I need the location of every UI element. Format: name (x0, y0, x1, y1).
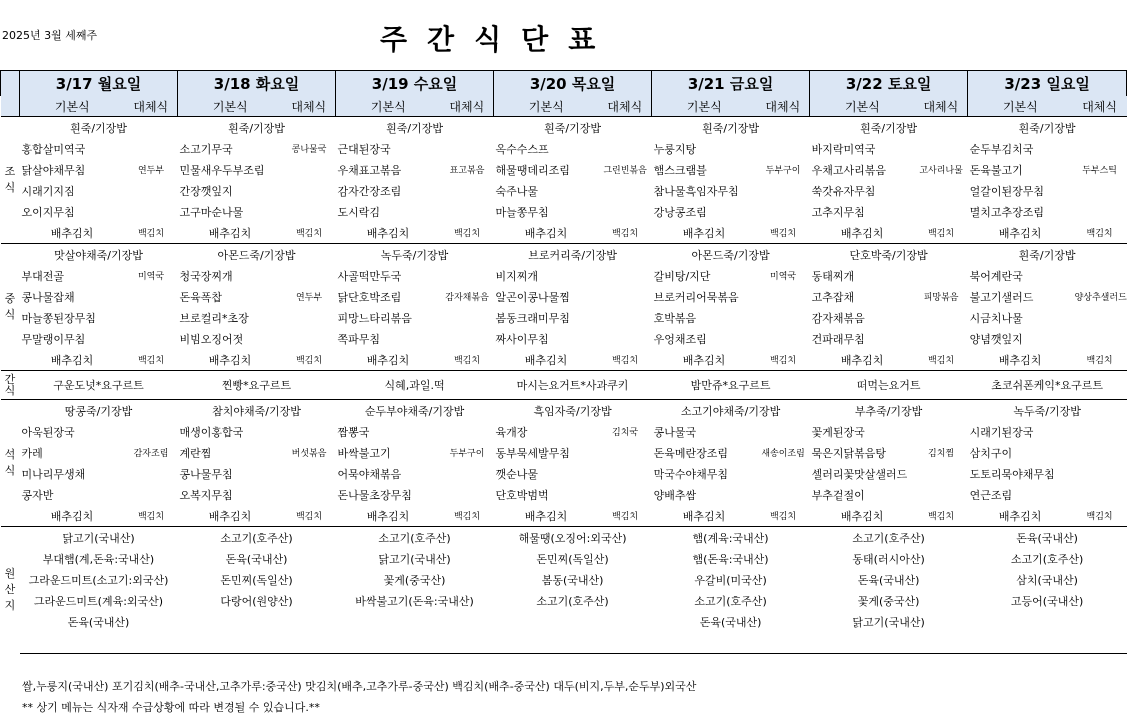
menu-item: 계란찜 (179, 446, 212, 460)
alt-menu-item: 백김치 (612, 229, 639, 239)
menu-item: 브로커리어묵볶음 (653, 290, 739, 304)
menu-item: 피망느타리볶음 (337, 311, 412, 325)
alt-menu-item: 백김치 (295, 356, 323, 366)
origin-item: 동태(러시아산) (852, 552, 925, 566)
alt-label: 대체식 (441, 96, 494, 117)
origin-item: 소고기(호주산) (694, 594, 767, 608)
alt-menu-item: 백김치 (612, 356, 639, 366)
menu-item: 양배추쌈 (653, 488, 697, 502)
menu-item: 돈육폭찹 (179, 290, 223, 304)
basic-label: 기본식 (968, 96, 1073, 117)
menu-item: 아욱된장국 (21, 425, 75, 439)
alt-menu-item: 백김치 (928, 356, 955, 366)
menu-item: 우엉채조림 (653, 332, 707, 346)
alt-menu-item: 백김치 (453, 356, 481, 366)
menu-item: 녹두죽/기장밥 (336, 244, 494, 266)
alt-menu-item: 백김치 (137, 229, 165, 239)
menu-item: 꽃게된장국 (811, 425, 865, 439)
snack-item: 떠먹는요거트 (810, 371, 968, 400)
alt-menu-item: 백김치 (1086, 229, 1113, 239)
origin-item: 다랑어(원양산) (220, 594, 293, 608)
basic-label: 기본식 (178, 96, 283, 117)
menu-item: 호박볶음 (653, 311, 697, 325)
menu-item: 배추김치 (998, 353, 1042, 367)
menu-item: 부대전골 (21, 269, 65, 283)
menu-item: 무말랭이무침 (21, 332, 86, 346)
breakfast-label: 조 식 (1, 117, 20, 244)
menu-item: 배추김치 (366, 226, 410, 240)
alt-menu-item: 연두부 (137, 166, 165, 176)
origin-item: 해물땡(오징어:외국산) (494, 527, 652, 549)
origin-item: 햄(돈육:국내산) (692, 552, 769, 566)
origin-item: 소고기(호주산) (336, 527, 494, 549)
menu-item: 얼갈이된장무침 (969, 184, 1044, 198)
menu-row (1, 180, 1127, 201)
menu-item: 도토리묵야채무침 (969, 467, 1055, 481)
alt-menu-item: 백김치 (453, 512, 481, 522)
menu-item: 배추김치 (50, 353, 94, 367)
origin-item: 그라운드미트(계육:외국산) (33, 594, 164, 608)
menu-item: 쑥갓유자무침 (811, 184, 876, 198)
alt-menu-item: 백김치 (928, 512, 955, 522)
week-label: 2025년 3월 세째주 (2, 29, 98, 42)
menu-item: 부추겉절이 (811, 488, 865, 502)
menu-item: 비지찌개 (495, 269, 539, 283)
menu-item: 시금치나물 (969, 311, 1023, 325)
alt-menu-item: 백김치 (770, 229, 797, 239)
menu-item: 배추김치 (840, 509, 884, 523)
origin-item (178, 632, 336, 654)
menu-item: 닭단호박조림 (337, 290, 402, 304)
menu-item: 비빔오징어젓 (179, 332, 244, 346)
menu-item: 민물새우두부조림 (179, 163, 265, 177)
menu-item: 바싹불고기 (337, 446, 391, 460)
alt-menu-item: 감자조림 (133, 449, 169, 459)
origin-row (1, 632, 1127, 654)
menu-item: 배추김치 (524, 226, 568, 240)
basic-label: 기본식 (20, 96, 125, 117)
menu-row (1, 484, 1127, 505)
alt-menu-item: 백김치 (137, 512, 165, 522)
menu-item: 근대된장국 (337, 142, 391, 156)
origin-note: 쌀,누룽지(국내산) 포기김치(배추-국내산,고추가루:중국산) 맛김치(배추,고추가루-중국산) 백김치(배추-중국산) 대두(비지,두부,순두부)외국산 (22, 680, 697, 693)
alt-menu-item: 백김치 (137, 356, 165, 366)
origin-item: 돈육(국내산) (225, 552, 288, 566)
menu-row (1, 463, 1127, 484)
alt-label: 대체식 (599, 96, 652, 117)
menu-item: 연근조림 (969, 488, 1013, 502)
menu-item: 흰죽/기장밥 (336, 117, 494, 139)
menu-row (1, 117, 1127, 139)
snack-item: 찐빵*요구르트 (178, 371, 336, 400)
menu-item: 배추김치 (840, 353, 884, 367)
snack-item: 구운도넛*요구르트 (20, 371, 178, 400)
menu-item: 고추지무침 (811, 205, 865, 219)
alt-menu-item: 두부구이 (765, 166, 801, 176)
origin-item: 바싹불고기(돈육:국내산) (355, 594, 474, 608)
weekly-menu-table (0, 70, 1127, 654)
origin-item (336, 632, 494, 654)
menu-item: 시래기지짐 (21, 184, 75, 198)
menu-item: 고추잡채 (811, 290, 855, 304)
menu-row (1, 349, 1127, 371)
alt-menu-item: 김치찜 (928, 449, 955, 459)
alt-menu-item: 피망볶음 (923, 293, 959, 303)
menu-row (1, 222, 1127, 244)
menu-item: 콩나물국 (653, 425, 697, 439)
alt-menu-item: 백김치 (928, 229, 955, 239)
menu-item: 부추죽/기장밥 (810, 400, 968, 422)
day-header: 3/17 월요일 (20, 71, 178, 97)
alt-menu-item: 백김치 (295, 229, 323, 239)
alt-menu-item: 백김치 (1086, 512, 1113, 522)
menu-row (1, 307, 1127, 328)
menu-item: 우채표고볶음 (337, 163, 402, 177)
menu-item: 배추김치 (366, 509, 410, 523)
origin-item (968, 611, 1127, 632)
origin-item (178, 611, 336, 632)
origin-item: 닭고기(국내산) (20, 527, 178, 549)
menu-item: 브로커리죽/기장밥 (494, 244, 652, 266)
origin-item: 돈육(국내산) (699, 615, 762, 629)
menu-item: 흰죽/기장밥 (652, 117, 810, 139)
menu-item: 단호박죽/기장밥 (810, 244, 968, 266)
menu-item: 맛살야채죽/기장밥 (20, 244, 178, 266)
alt-menu-item: 백김치 (612, 512, 639, 522)
menu-item: 양념깻잎지 (969, 332, 1023, 346)
menu-item: 동태찌개 (811, 269, 855, 283)
menu-row (1, 265, 1127, 286)
origin-item: 그라운드미트(소고기:외국산) (28, 573, 169, 587)
menu-item: 갈비탕/지단 (653, 269, 711, 283)
origin-item: 꽃게(중국산) (857, 594, 920, 608)
alt-menu-item: 백김치 (453, 229, 481, 239)
menu-item: 돈육불고기 (969, 163, 1023, 177)
menu-item: 배추김치 (682, 509, 726, 523)
page-title: 주간식단표 (380, 23, 616, 56)
origin-item: 닭고기(국내산) (852, 615, 925, 629)
origin-label: 원 산 지 (1, 527, 20, 654)
day-header: 3/22 토요일 (810, 71, 968, 97)
menu-item: 홍합살미역국 (21, 142, 86, 156)
menu-item: 짜사이무침 (495, 332, 549, 346)
origin-item: 소고기(호주산) (178, 527, 336, 549)
menu-item: 참나물흑임자무침 (653, 184, 739, 198)
alt-label: 대체식 (915, 96, 968, 117)
menu-item: 흰죽/기장밥 (494, 117, 652, 139)
menu-item: 고구마순나물 (179, 205, 244, 219)
menu-item: 누룽지탕 (653, 142, 697, 156)
origin-item: 돈민찌(독일산) (536, 552, 609, 566)
alt-menu-item: 연두부 (295, 293, 323, 303)
menu-item: 배추김치 (208, 509, 252, 523)
origin-item: 햄(계육:국내산) (652, 527, 810, 549)
menu-item: 흰죽/기장밥 (178, 117, 336, 139)
menu-item: 배추김치 (208, 226, 252, 240)
menu-item: 육개장 (495, 425, 528, 439)
alt-label: 대체식 (283, 96, 336, 117)
origin-row (1, 569, 1127, 590)
origin-item: 소고기(호주산) (536, 594, 609, 608)
alt-menu-item: 두부구이 (449, 449, 485, 459)
origin-item (494, 611, 652, 632)
day-header: 3/23 일요일 (968, 71, 1127, 97)
origin-item (968, 632, 1127, 654)
menu-item: 도시락김 (337, 205, 381, 219)
day-header: 3/20 목요일 (494, 71, 652, 97)
alt-label: 대체식 (757, 96, 810, 117)
menu-item: 브로컬리*초장 (179, 311, 249, 325)
alt-menu-item: 버섯볶음 (291, 449, 327, 459)
origin-item: 돈민찌(독일산) (220, 573, 293, 587)
origin-row (1, 611, 1127, 632)
menu-item: 녹두죽/기장밥 (968, 400, 1127, 422)
menu-item: 동부묵세발무침 (495, 446, 570, 460)
menu-row (1, 138, 1127, 159)
origin-item: 봄동(국내산) (541, 573, 604, 587)
menu-item: 단호박범벅 (495, 488, 549, 502)
basic-label: 기본식 (810, 96, 915, 117)
menu-item: 참치야채죽/기장밥 (178, 400, 336, 422)
origin-item: 고등어(국내산) (1010, 594, 1084, 608)
menu-item: 돈육메란장조림 (653, 446, 728, 460)
menu-item: 순두부야채죽/기장밥 (336, 400, 494, 422)
day-header: 3/19 수요일 (336, 71, 494, 97)
alt-menu-item: 백김치 (295, 512, 323, 522)
menu-item: 바지락미역국 (811, 142, 876, 156)
menu-item: 짬뽕국 (337, 425, 370, 439)
basic-label: 기본식 (652, 96, 757, 117)
menu-item: 깻순나물 (495, 467, 539, 481)
menu-item: 배추김치 (50, 226, 94, 240)
snack-item: 마시는요거트*사과쿠키 (494, 371, 652, 400)
menu-item: 북어계란국 (969, 269, 1023, 283)
menu-item: 해물땡데리조림 (495, 163, 570, 177)
menu-item: 배추김치 (366, 353, 410, 367)
origin-item: 삼치(국내산) (1016, 573, 1078, 587)
menu-item: 배추김치 (998, 226, 1042, 240)
menu-item: 사골떡만두국 (337, 269, 402, 283)
menu-item: 흑임자죽/기장밥 (494, 400, 652, 422)
origin-item (652, 632, 810, 654)
menu-item: 감자채볶음 (811, 311, 865, 325)
menu-row (1, 286, 1127, 307)
menu-item: 강낭콩조림 (653, 205, 707, 219)
menu-item: 아몬드죽/기장밥 (652, 244, 810, 266)
origin-row (1, 527, 1127, 549)
alt-menu-item: 표고볶음 (449, 166, 485, 176)
menu-item: 콩나물잡채 (21, 290, 75, 304)
change-note: ** 상기 메뉴는 식자재 수급상황에 따라 변경될 수 있습니다.** (22, 701, 320, 714)
menu-item: 건파래무침 (811, 332, 865, 346)
menu-item: 순두부김치국 (969, 142, 1034, 156)
alt-menu-item: 백김치 (1086, 356, 1113, 366)
alt-menu-item: 감자채볶음 (445, 293, 489, 303)
alt-menu-item: 백김치 (770, 356, 797, 366)
menu-item: 청국장찌개 (179, 269, 233, 283)
alt-label: 대체식 (1073, 96, 1127, 117)
menu-item: 배추김치 (524, 353, 568, 367)
menu-item: 돈나물초장무침 (337, 488, 412, 502)
dinner-label: 석 식 (1, 400, 20, 527)
menu-item: 묵은지닭볶음탕 (811, 446, 886, 460)
menu-item: 햄스크램블 (653, 163, 707, 177)
menu-item: 소고기야채죽/기장밥 (652, 400, 810, 422)
day-header: 3/18 화요일 (178, 71, 336, 97)
menu-item: 막국수야채무침 (653, 467, 728, 481)
origin-item: 돈육(국내산) (67, 615, 130, 629)
snack-item: 초코쉬폰케익*요구르트 (968, 371, 1127, 400)
alt-menu-item: 백김치 (770, 512, 797, 522)
menu-item: 오복지무침 (179, 488, 233, 502)
lunch-label: 중 식 (1, 244, 20, 371)
alt-menu-item: 고사리나물 (919, 166, 963, 176)
menu-item: 배추김치 (998, 509, 1042, 523)
origin-item: 닭고기(국내산) (378, 552, 451, 566)
menu-item: 배추김치 (682, 353, 726, 367)
alt-menu-item: 양상추샐러드 (1074, 293, 1127, 303)
menu-row (1, 505, 1127, 527)
menu-item: 옥수수스프 (495, 142, 549, 156)
alt-label: 대체식 (125, 96, 178, 117)
alt-menu-item: 김치국 (612, 428, 639, 438)
menu-item: 쪽파무침 (337, 332, 381, 346)
alt-menu-item: 미역국 (770, 272, 797, 282)
alt-menu-item: 미역국 (137, 272, 165, 282)
menu-item: 아몬드죽/기장밥 (178, 244, 336, 266)
sub-header-row (1, 96, 1127, 117)
menu-item: 간장깻잎지 (179, 184, 233, 198)
menu-row (1, 201, 1127, 222)
menu-item: 미나리무생채 (21, 467, 86, 481)
alt-menu-item: 그린빈볶음 (603, 166, 647, 176)
menu-item: 감자간장조림 (337, 184, 402, 198)
origin-row (1, 590, 1127, 611)
menu-item: 오이지무침 (21, 205, 75, 219)
menu-item: 카레 (21, 446, 43, 460)
origin-item: 꽃게(중국산) (383, 573, 446, 587)
menu-item: 소고기무국 (179, 142, 233, 156)
menu-item: 닭살야채무침 (21, 163, 86, 177)
origin-item: 돈육(국내산) (968, 527, 1127, 549)
origin-item (494, 632, 652, 654)
menu-item: 삼치구이 (969, 446, 1013, 460)
corner-cell (1, 71, 20, 97)
menu-row (1, 159, 1127, 180)
menu-item: 배추김치 (524, 509, 568, 523)
corner-cell (1, 96, 20, 117)
snack-item: 밤만쥬*요구르트 (652, 371, 810, 400)
menu-item: 배추김치 (840, 226, 884, 240)
origin-item (336, 611, 494, 632)
menu-item: 멸치고추장조림 (969, 205, 1044, 219)
origin-item: 소고기(호주산) (810, 527, 968, 549)
basic-label: 기본식 (336, 96, 441, 117)
menu-item: 흰죽/기장밥 (968, 244, 1127, 266)
menu-row (1, 442, 1127, 463)
menu-row (1, 400, 1127, 422)
menu-item: 마늘쫑무침 (495, 205, 549, 219)
origin-item (810, 632, 968, 654)
origin-item: 소고기(호주산) (1010, 552, 1084, 566)
menu-row (1, 328, 1127, 349)
origin-item (20, 632, 178, 654)
alt-menu-item: 콩나물국 (291, 145, 327, 155)
menu-item: 셀러리꽃맛살샐러드 (811, 467, 908, 481)
snack-item: 식혜,과일.떡 (336, 371, 494, 400)
day-header: 3/21 금요일 (652, 71, 810, 97)
menu-item: 마늘쫑된장무침 (21, 311, 96, 325)
menu-item: 흰죽/기장밥 (968, 117, 1127, 139)
menu-item: 우채고사리볶음 (811, 163, 886, 177)
menu-item: 어묵야채볶음 (337, 467, 402, 481)
day-header-row (1, 71, 1127, 97)
menu-item: 흰죽/기장밥 (20, 117, 178, 139)
menu-item: 배추김치 (682, 226, 726, 240)
menu-item: 불고기샐러드 (969, 290, 1034, 304)
menu-item: 시래기된장국 (969, 425, 1034, 439)
snack-label: 간 식 (1, 371, 20, 400)
menu-item: 배추김치 (50, 509, 94, 523)
menu-item: 매생이홍합국 (179, 425, 244, 439)
menu-item: 알곤이콩나물찜 (495, 290, 570, 304)
origin-item: 우갈비(미국산) (694, 573, 767, 587)
menu-item: 숙주나물 (495, 184, 539, 198)
menu-row (1, 244, 1127, 266)
menu-item: 땅콩죽/기장밥 (20, 400, 178, 422)
snack-row (1, 371, 1127, 400)
menu-item: 흰죽/기장밥 (810, 117, 968, 139)
origin-item: 부대햄(계,돈육:국내산) (42, 552, 155, 566)
alt-menu-item: 두부스틱 (1082, 166, 1117, 176)
menu-item: 콩나물무침 (179, 467, 233, 481)
menu-item: 콩자반 (21, 488, 54, 502)
alt-menu-item: 새송이조림 (761, 449, 805, 459)
basic-label: 기본식 (494, 96, 599, 117)
menu-row (1, 421, 1127, 442)
menu-item: 봄동크래미무침 (495, 311, 570, 325)
menu-item: 배추김치 (208, 353, 252, 367)
origin-row (1, 548, 1127, 569)
origin-item: 돈육(국내산) (857, 573, 920, 587)
